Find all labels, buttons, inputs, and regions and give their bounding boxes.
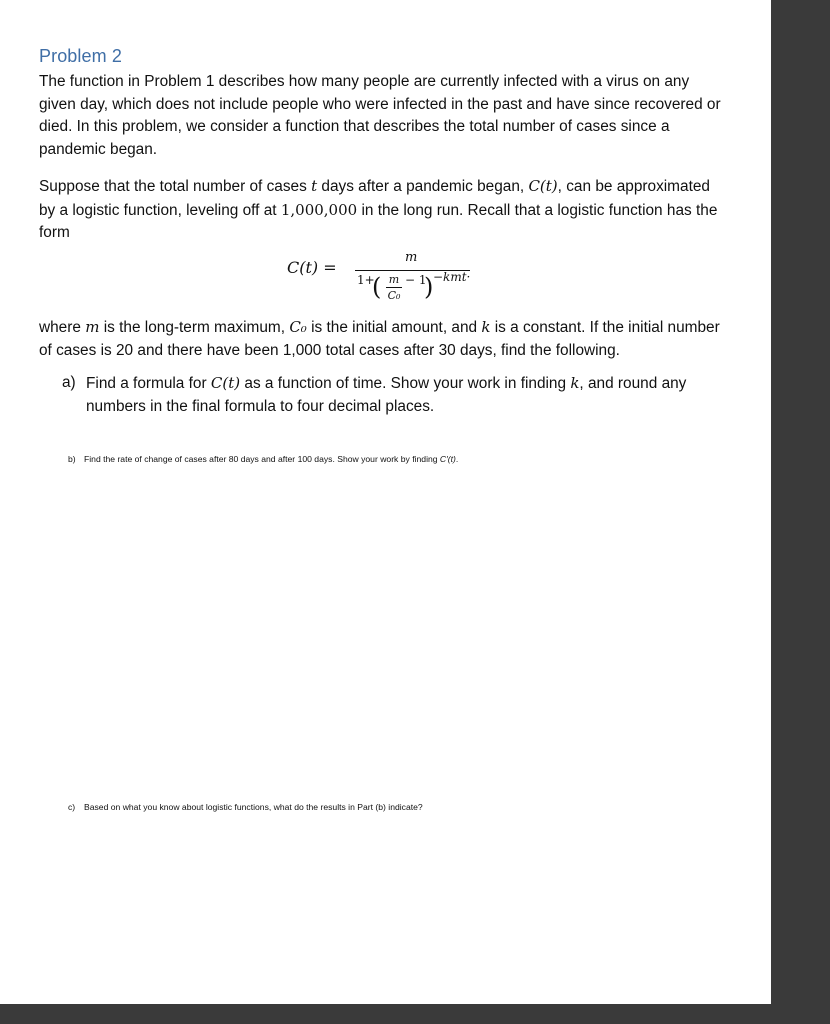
problem-title: Problem 2 <box>39 46 122 66</box>
logistic-formula <box>287 247 527 309</box>
setup-paragraph: Suppose that the total number of cases t days after a pandemic began, C(t), can be approximated by a logistic function, leveling off at 1,000,000 in the long run. Recall that a logistic function has the form <box>39 177 718 242</box>
intro-paragraph: The function in Problem 1 describes how many people are currently infected with a virus on any given day, which does not include people who were infected in the past and have since recovered or died. In this problem, we consider a function that describes the total number of cases since a pandemic began. <box>39 73 721 158</box>
part-b-label: b) <box>68 454 76 464</box>
formula-lhs: C(t) = <box>287 258 337 277</box>
part-b-question <box>68 453 488 466</box>
left-paren: ( <box>372 273 382 301</box>
inner-fraction: m C₀ <box>387 273 401 302</box>
formula-exponent: −kmt· <box>433 270 471 284</box>
part-b-text: Find the rate of change of cases after 80 days and after 100 days. Show your work by finding C′(t). <box>84 454 459 464</box>
inner-minus-one: − 1 <box>405 273 427 287</box>
part-c-label: c) <box>68 802 76 812</box>
right-paren: ) <box>424 273 434 301</box>
part-a-question <box>62 372 722 418</box>
formula-numerator: m <box>405 250 418 265</box>
part-c-text: Based on what you know about logistic functions, what do the results in Part (b) indicate? <box>84 802 423 812</box>
formula-denominator: 1+ <box>357 273 375 287</box>
part-a-label: a) <box>62 374 76 391</box>
part-a-text: Find a formula for C(t) as a function of time. Show your work in finding k, and round any numbers in the final formula to four decimal places. <box>86 374 687 415</box>
part-c-question <box>68 801 488 814</box>
where-paragraph: where m is the long-term maximum, C₀ is the initial amount, and k is a constant. If the initial number of cases is 20 and there have been 1,000 total cases after 30 days, find the following. <box>39 318 720 359</box>
